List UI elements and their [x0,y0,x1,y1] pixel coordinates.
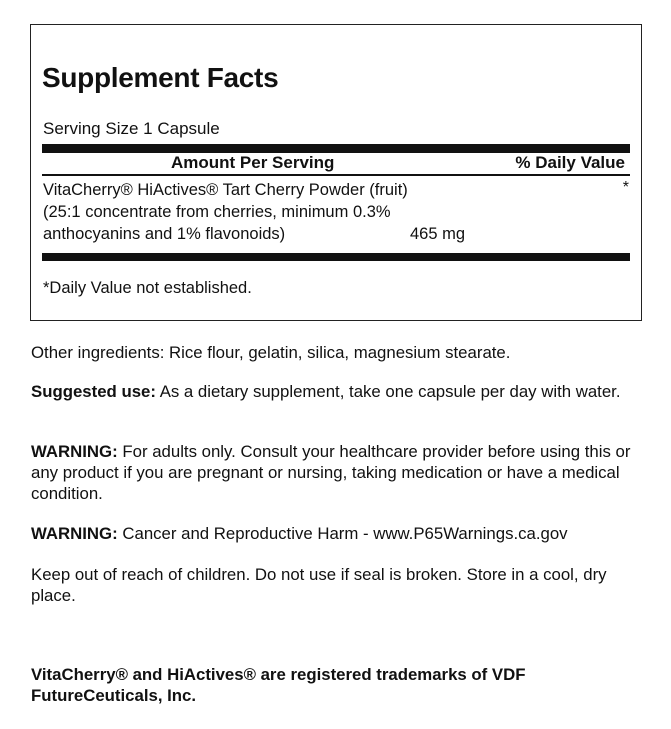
ingredient-amount: 465 mg [410,225,466,243]
warning-adults-label: WARNING: [31,442,118,461]
suggested-use-text: As a dietary supplement, take one capsule per day with water. [155,382,621,401]
suggested-use [31,381,641,402]
supplement-facts-panel [30,24,642,321]
serving-size: Serving Size 1 Capsule [43,119,220,138]
thick-divider-top [42,144,630,153]
daily-value-header: % Daily Value [515,153,625,172]
trademark-notice: VitaCherry® and HiActives® are registered trademarks of VDF FutureCeuticals, Inc. [31,665,526,705]
warning-adults [31,441,641,504]
ingredient-daily-value: * [622,179,629,196]
ingredient-line-2: (25:1 concentrate from cherries, minimum 0.3% [43,203,391,221]
thin-divider [42,174,630,176]
warning-prop65-text: Cancer and Reproductive Harm - www.P65Warnings.ca.gov [117,524,568,543]
daily-value-footnote: *Daily Value not established. [43,279,252,297]
warning-adults-text: For adults only. Consult your healthcare provider before using this or any product if you are pregnant or nursing, taking medication or have a medical condition. [31,442,631,503]
ingredient-line-1: VitaCherry® HiActives® Tart Cherry Powder (fruit) [43,181,408,199]
other-ingredients: Other ingredients: Rice flour, gelatin, silica, magnesium stearate. [31,343,511,362]
storage-instructions: Keep out of reach of children. Do not use if seal is broken. Store in a cool, dry place. [31,565,607,605]
suggested-use-label: Suggested use: [31,382,156,401]
thick-divider-bottom [42,253,630,261]
warning-prop65-label: WARNING: [31,524,118,543]
amount-per-serving-header: Amount Per Serving [171,153,335,172]
facts-title: Supplement Facts [42,62,279,93]
warning-prop65 [31,523,641,544]
ingredient-line-3: anthocyanins and 1% flavonoids) [43,225,286,243]
